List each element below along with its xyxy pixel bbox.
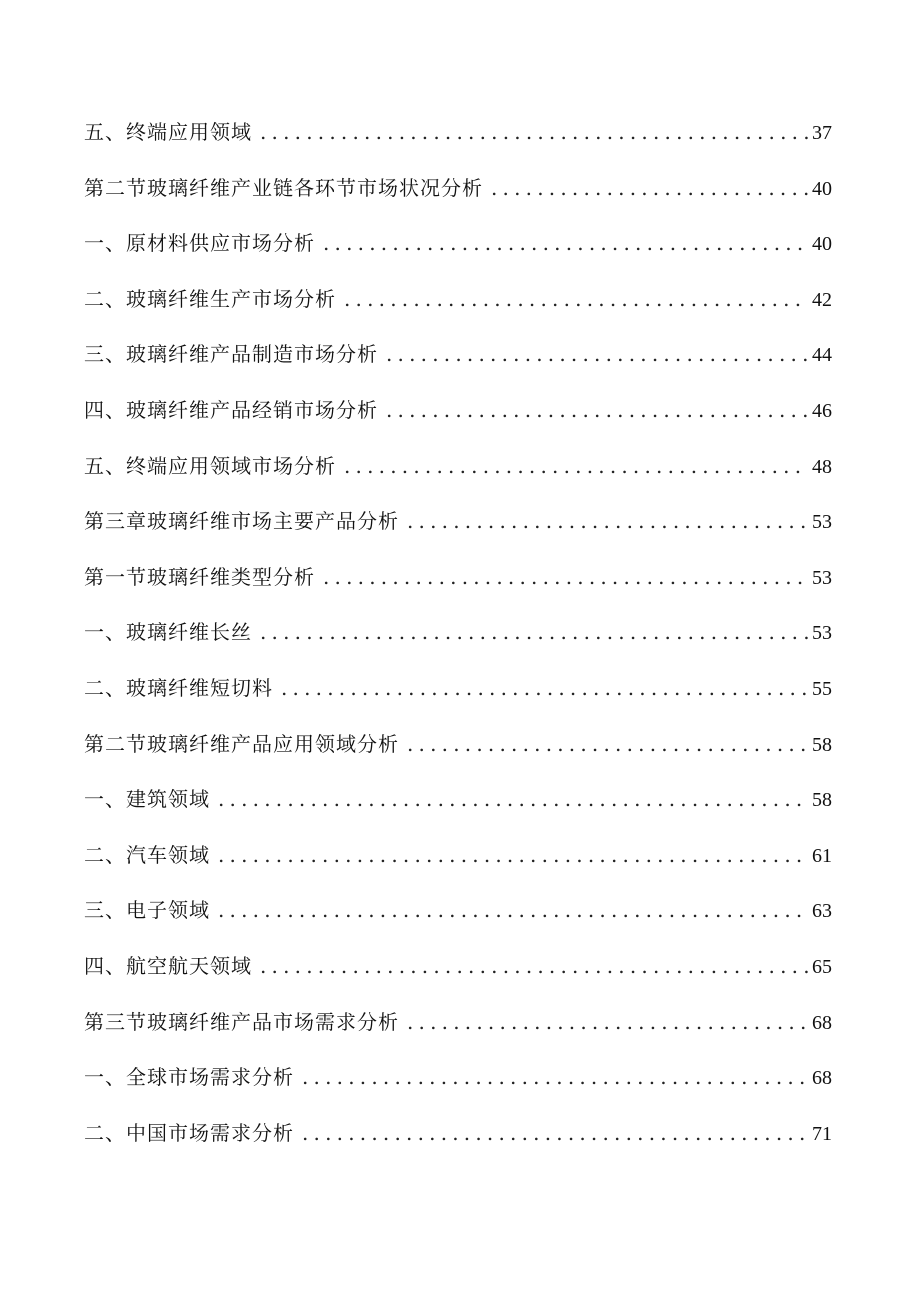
toc-entry-page: 68	[812, 1067, 832, 1090]
toc-entry-page: 40	[812, 233, 832, 256]
toc-entry[interactable]	[84, 334, 832, 390]
toc-entry[interactable]	[84, 223, 832, 279]
toc-dot-leader	[218, 779, 808, 819]
toc-entry-title: 第三节玻璃纤维产品市场需求分析	[84, 1009, 399, 1034]
toc-dot-leader	[344, 446, 808, 486]
toc-dot-leader	[407, 1002, 808, 1042]
toc-entry[interactable]	[84, 168, 832, 224]
toc-entry[interactable]	[84, 724, 832, 780]
toc-entry-page: 71	[812, 1122, 832, 1145]
toc-entry[interactable]	[84, 557, 832, 613]
toc-entry-title: 二、汽车领域	[84, 842, 210, 867]
toc-dot-leader	[260, 612, 808, 652]
toc-entry[interactable]	[84, 501, 832, 557]
toc-dot-leader	[344, 279, 808, 319]
toc-entry-title: 第一节玻璃纤维类型分析	[84, 564, 315, 589]
toc-dot-leader	[491, 168, 808, 208]
toc-dot-leader	[302, 1113, 808, 1153]
toc-entry-page: 65	[812, 955, 832, 978]
toc-entry-page: 37	[812, 122, 832, 144]
toc-entry-title: 二、中国市场需求分析	[84, 1120, 294, 1145]
toc-dot-leader	[218, 835, 808, 875]
toc-dot-leader	[260, 946, 808, 986]
toc-entry[interactable]	[84, 279, 832, 335]
toc-entry-title: 二、玻璃纤维短切料	[84, 675, 273, 700]
toc-entry-title: 四、航空航天领域	[84, 953, 252, 978]
toc-dot-leader	[218, 890, 808, 930]
toc-entry-page: 68	[812, 1011, 832, 1034]
toc-dot-leader	[323, 557, 808, 597]
toc-dot-leader	[260, 112, 808, 152]
toc-entry-page: 53	[812, 622, 832, 645]
toc-entry-title: 第二节玻璃纤维产品应用领域分析	[84, 731, 399, 756]
toc-entry-page: 58	[812, 789, 832, 812]
toc-dot-leader	[407, 724, 808, 764]
toc-entry-title: 一、原材料供应市场分析	[84, 231, 315, 256]
toc-entry[interactable]	[84, 1002, 832, 1058]
toc-entry-page: 48	[812, 455, 832, 478]
toc-entry[interactable]	[84, 612, 832, 668]
toc-entry-title: 五、终端应用领域市场分析	[84, 453, 336, 478]
toc-entry-title: 一、建筑领域	[84, 787, 210, 812]
toc-entry-page: 42	[812, 288, 832, 311]
toc-entry[interactable]	[84, 946, 832, 1002]
toc-entry-title: 一、玻璃纤维长丝	[84, 620, 252, 645]
toc-entry-title: 三、电子领域	[84, 898, 210, 923]
toc-dot-leader	[386, 334, 808, 374]
toc-entry-title: 二、玻璃纤维生产市场分析	[84, 286, 336, 311]
toc-entry-title: 三、玻璃纤维产品制造市场分析	[84, 342, 378, 367]
toc-entry[interactable]	[84, 1057, 832, 1113]
toc-entry[interactable]	[84, 779, 832, 835]
toc-entry-page: 46	[812, 399, 832, 422]
toc-entry[interactable]	[84, 446, 832, 502]
toc-entry[interactable]	[84, 1113, 832, 1169]
toc-entry-page: 53	[812, 566, 832, 589]
toc-entry-page: 61	[812, 844, 832, 867]
toc-entry[interactable]	[84, 112, 832, 168]
toc-entry-title: 一、全球市场需求分析	[84, 1065, 294, 1090]
toc-entry[interactable]	[84, 390, 832, 446]
toc-entry-page: 44	[812, 344, 832, 367]
toc-entry-page: 53	[812, 511, 832, 534]
toc-entry-title: 四、玻璃纤维产品经销市场分析	[84, 397, 378, 422]
table-of-contents	[84, 112, 832, 1168]
toc-entry-page: 58	[812, 733, 832, 756]
toc-entry-title: 五、终端应用领域	[84, 120, 252, 144]
toc-entry[interactable]	[84, 890, 832, 946]
toc-dot-leader	[386, 390, 808, 430]
toc-dot-leader	[302, 1057, 808, 1097]
toc-entry-title: 第三章玻璃纤维市场主要产品分析	[84, 509, 399, 534]
toc-dot-leader	[281, 668, 808, 708]
toc-entry-page: 55	[812, 677, 832, 700]
toc-entry-page: 40	[812, 177, 832, 200]
toc-entry-page: 63	[812, 900, 832, 923]
toc-entry[interactable]	[84, 835, 832, 891]
toc-entry-title: 第二节玻璃纤维产业链各环节市场状况分析	[84, 175, 483, 200]
toc-entry[interactable]	[84, 668, 832, 724]
toc-dot-leader	[407, 501, 808, 541]
toc-dot-leader	[323, 223, 808, 263]
